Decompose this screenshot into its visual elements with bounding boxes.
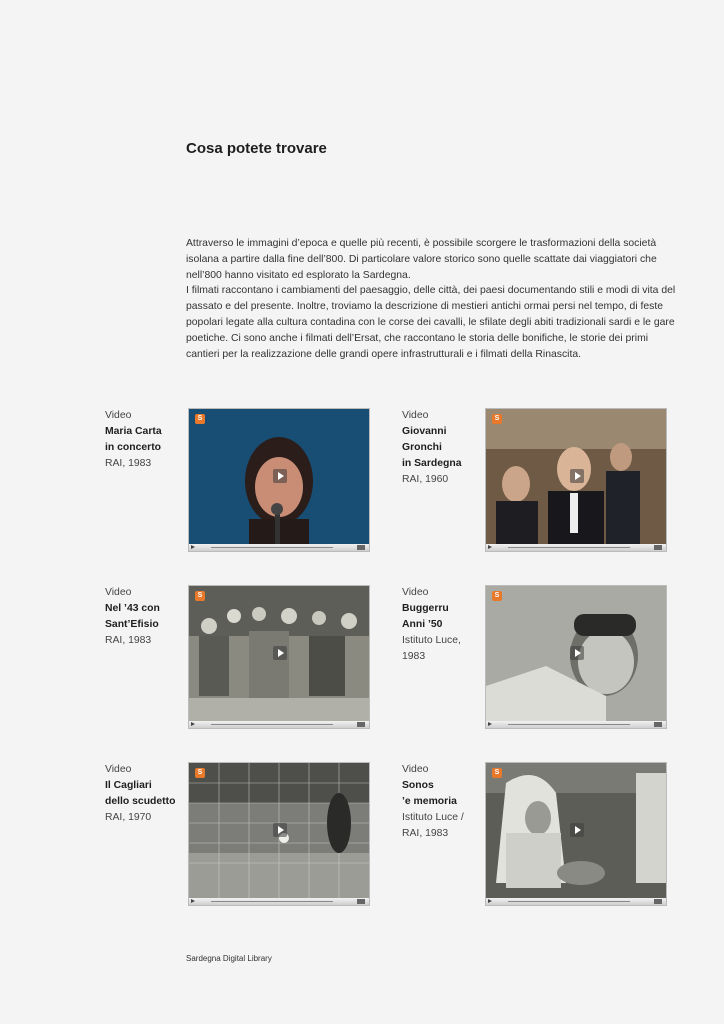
footer-text: Sardegna Digital Library bbox=[186, 954, 272, 963]
video-title-line: Sant’Efisio bbox=[105, 619, 159, 630]
seek-bar[interactable] bbox=[508, 901, 630, 902]
video-player[interactable] bbox=[485, 408, 667, 552]
player-controls bbox=[486, 544, 666, 551]
video-source: 1983 bbox=[402, 651, 426, 662]
play-icon[interactable] bbox=[273, 469, 287, 483]
sardegna-logo-icon: S bbox=[492, 591, 502, 601]
video-source: Istituto Luce / bbox=[402, 812, 464, 823]
play-icon[interactable] bbox=[570, 823, 584, 837]
video-title-line: Giovanni bbox=[402, 426, 447, 437]
video-player[interactable] bbox=[485, 762, 667, 906]
video-entry-buggerru bbox=[402, 585, 702, 731]
sardegna-logo-icon: S bbox=[195, 414, 205, 424]
video-kind: Video bbox=[105, 410, 132, 421]
seek-bar[interactable] bbox=[508, 724, 630, 725]
video-title-line: Il Cagliari bbox=[105, 780, 152, 791]
video-title-line: in concerto bbox=[105, 442, 162, 453]
volume-icon[interactable] bbox=[357, 722, 365, 727]
volume-icon[interactable] bbox=[654, 722, 662, 727]
video-entry-maria-carta bbox=[105, 408, 405, 554]
video-source: RAI, 1983 bbox=[105, 458, 152, 469]
video-title-line: Nel ’43 con bbox=[105, 603, 160, 614]
video-title-line: Anni ’50 bbox=[402, 619, 443, 630]
video-entry-sonos-e-memoria bbox=[402, 762, 702, 908]
video-meta bbox=[105, 585, 187, 649]
player-controls bbox=[189, 721, 369, 728]
seek-bar[interactable] bbox=[211, 547, 333, 548]
video-title-line: Gronchi bbox=[402, 442, 442, 453]
play-button[interactable] bbox=[191, 545, 195, 549]
volume-icon[interactable] bbox=[357, 545, 365, 550]
video-kind: Video bbox=[105, 587, 132, 598]
seek-bar[interactable] bbox=[211, 901, 333, 902]
video-source: RAI, 1960 bbox=[402, 474, 449, 485]
volume-icon[interactable] bbox=[654, 545, 662, 550]
play-icon[interactable] bbox=[273, 823, 287, 837]
player-controls bbox=[189, 544, 369, 551]
video-kind: Video bbox=[402, 764, 429, 775]
volume-icon[interactable] bbox=[654, 899, 662, 904]
video-player[interactable] bbox=[188, 762, 370, 906]
video-meta bbox=[402, 408, 484, 488]
video-title-line: Maria Carta bbox=[105, 426, 162, 437]
sardegna-logo-icon: S bbox=[195, 768, 205, 778]
intro-paragraph: Attraverso le immagini d’epoca e quelle più recenti, è possibile scorgere le trasformazioni della società isolana a partire dalla fine dell’800. Di particolare valore storico sono quelle scattate dai viaggiatori che nell’800 hanno visitato ed esplorato la Sardegna. bbox=[186, 238, 657, 281]
intro-paragraph: I filmati raccontano i cambiamenti del paesaggio, delle città, dei paesi documentando stili e modi di vita del passato e del presente. Inoltre, troviamo la descrizione di mestieri antichi ormai persi nel tempo, di feste popolari legate alla cultura contadina con le corse dei cavalli, le sfilate degli abiti tradizionali sardi e le gare poetiche. Ci sono anche i filmati dell’Ersat, che raccontano le storia delle bonifiche, le storie dei primi cantieri per la realizzazione delle grandi opere infrastrutturali e i filmati della Rinascita. bbox=[186, 285, 676, 360]
video-title-line: in Sardegna bbox=[402, 458, 462, 469]
video-source: RAI, 1983 bbox=[402, 828, 449, 839]
intro-text bbox=[186, 236, 678, 362]
play-icon[interactable] bbox=[273, 646, 287, 660]
video-meta bbox=[402, 585, 484, 665]
video-meta bbox=[402, 762, 484, 842]
page-title: Cosa potete trovare bbox=[186, 140, 327, 157]
video-kind: Video bbox=[402, 410, 429, 421]
seek-bar[interactable] bbox=[211, 724, 333, 725]
player-controls bbox=[486, 721, 666, 728]
sardegna-logo-icon: S bbox=[492, 414, 502, 424]
video-meta bbox=[105, 762, 187, 826]
video-entry-sant-efisio bbox=[105, 585, 405, 731]
sardegna-logo-icon: S bbox=[492, 768, 502, 778]
player-controls bbox=[486, 898, 666, 905]
seek-bar[interactable] bbox=[508, 547, 630, 548]
video-source: RAI, 1970 bbox=[105, 812, 152, 823]
play-button[interactable] bbox=[488, 722, 492, 726]
video-title-line: ’e memoria bbox=[402, 796, 457, 807]
video-title-line: Sonos bbox=[402, 780, 434, 791]
volume-icon[interactable] bbox=[357, 899, 365, 904]
video-kind: Video bbox=[105, 764, 132, 775]
play-button[interactable] bbox=[191, 722, 195, 726]
video-title-line: dello scudetto bbox=[105, 796, 176, 807]
video-title-line: Buggerru bbox=[402, 603, 449, 614]
video-entry-cagliari-scudetto bbox=[105, 762, 405, 908]
play-button[interactable] bbox=[191, 899, 195, 903]
video-player[interactable] bbox=[188, 408, 370, 552]
play-button[interactable] bbox=[488, 899, 492, 903]
video-kind: Video bbox=[402, 587, 429, 598]
video-player[interactable] bbox=[485, 585, 667, 729]
video-source: RAI, 1983 bbox=[105, 635, 152, 646]
video-entry-giovanni-gronchi bbox=[402, 408, 702, 554]
video-meta bbox=[105, 408, 187, 472]
play-icon[interactable] bbox=[570, 469, 584, 483]
player-controls bbox=[189, 898, 369, 905]
video-source: Istituto Luce, bbox=[402, 635, 461, 646]
sardegna-logo-icon: S bbox=[195, 591, 205, 601]
play-icon[interactable] bbox=[570, 646, 584, 660]
video-player[interactable] bbox=[188, 585, 370, 729]
play-button[interactable] bbox=[488, 545, 492, 549]
